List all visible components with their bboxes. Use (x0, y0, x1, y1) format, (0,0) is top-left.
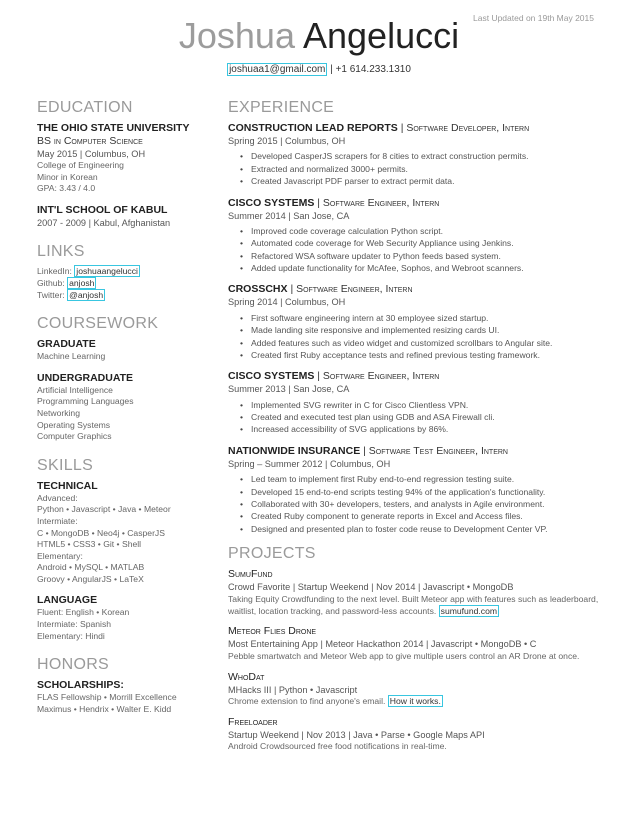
school-kabul (37, 204, 217, 229)
projects-heading: PROJECTS (228, 545, 316, 563)
job-bullet: • Created first Ruby acceptance tests and refined previous testing framework. (228, 349, 604, 361)
language-line: Elementary: Hindi (37, 630, 105, 641)
course-item: Networking (37, 407, 80, 418)
job-bullets (228, 473, 604, 535)
scholarship-line: Maximus • Hendrix • Walter E. Kidd (37, 703, 172, 714)
graduate-heading: GRADUATE (37, 338, 96, 351)
job-bullet: • Added update functionality for McAfee, Sophos, and Webroot scanners. (228, 262, 604, 274)
technical-heading: TECHNICAL (37, 479, 98, 492)
project-meta: Startup Weekend | Nov 2013 | Java • Parse • Google Maps API (228, 729, 485, 740)
honors-heading: HONORS (37, 656, 110, 674)
job-bullet: • Increased accessibility of SVG applications by 86%. (228, 423, 604, 435)
skill-line: Android • MySQL • MATLAB (37, 562, 145, 573)
link-github (37, 278, 217, 290)
job-title-line (228, 122, 604, 135)
company-name: CROSSCHX (228, 283, 288, 296)
job-role: | Software Developer, Intern (400, 122, 530, 134)
job-title-line (228, 370, 604, 383)
job-bullet: • Developed CasperJS scrapers for 8 cities to extract construction permits. (228, 150, 604, 162)
course-item: Programming Languages (37, 396, 134, 407)
skill-line: Groovy • AngularJS • LaTeX (37, 573, 144, 584)
contact-separator: | (330, 64, 333, 75)
job-role: | Software Engineer, Intern (317, 370, 440, 383)
job-meta: Spring – Summer 2012 | Columbus, OH (228, 458, 391, 469)
job-role: | Software Test Engineer, Intern (363, 444, 508, 457)
course-item: Machine Learning (37, 351, 106, 362)
last-updated: Last Updated on 19th May 2015 (473, 13, 594, 23)
job-bullet: • Extracted and normalized 3000+ permits. (228, 163, 604, 175)
skill-line: C • MongoDB • Neo4j • CasperJS (37, 527, 165, 538)
job-bullet: • Designed and presented plan to foster code reuse to Development Center VP. (228, 523, 604, 535)
job-role: | Software Engineer, Intern (290, 283, 413, 296)
project-name: Freeloader (228, 715, 278, 728)
job-bullet: • Created Ruby component to generate reports in Excel and Access files. (228, 510, 604, 522)
job-entry (228, 445, 604, 535)
email-link[interactable]: joshuaa1@gmail.com (229, 64, 326, 75)
project-entry (228, 671, 604, 708)
job-entry (228, 283, 604, 361)
education-heading: EDUCATION (37, 99, 133, 116)
project-entry (228, 568, 604, 617)
school-minor: Minor in Korean (37, 171, 98, 182)
job-bullet: • First software engineering intern at 30 employee sized startup. (228, 312, 604, 324)
project-desc-text: Chrome extension to find anyone's email. (228, 696, 386, 707)
project-name: Meteor Flies Drone (228, 625, 317, 638)
school-date: 2007 - 2009 | Kabul, Afghanistan (37, 218, 171, 229)
job-bullets (228, 312, 604, 362)
project-desc: Pebble smartwatch and Meteor Web app to give multiple users control an AR Drone at once. (228, 650, 580, 661)
experience-heading: EXPERIENCE (228, 99, 335, 116)
last-name: Angelucci (303, 15, 460, 56)
school-gpa: GPA: 3.43 / 4.0 (37, 183, 96, 194)
project-meta: MHacks III | Python • Javascript (228, 684, 358, 695)
job-entry (228, 370, 604, 436)
job-bullet: • Refactored WSA software updater to Python feeds based system. (228, 250, 604, 262)
job-entry (228, 122, 604, 188)
job-bullet: • Made landing site responsive and implemented resizing cards UI. (228, 324, 604, 336)
undergrad-heading: UNDERGRADUATE (37, 371, 134, 384)
skill-line: Elementary: (37, 550, 83, 561)
project-desc: Android Crowdsourced free food notifications in real-time. (228, 741, 447, 752)
language-line: Intermiate: Spanish (37, 619, 112, 630)
job-bullets (228, 399, 604, 436)
job-bullet: • Automated code coverage for Web Security Appliance using Jenkins. (228, 237, 604, 249)
job-bullet: • Improved code coverage calculation Python script. (228, 225, 604, 237)
project-link[interactable]: How it works. (389, 696, 441, 707)
job-bullet: • Led team to implement first Ruby end-to-end regression testing suite. (228, 473, 604, 485)
links-heading: LINKS (37, 243, 85, 261)
skill-line: HTML5 • CSS3 • Git • Shell (37, 539, 142, 550)
language-line: Fluent: English • Korean (37, 607, 130, 618)
degree: BS in Computer Science (37, 135, 143, 147)
company-name: NATIONWIDE INSURANCE (228, 444, 361, 457)
project-meta: Crowd Favorite | Startup Weekend | Nov 2014 | Javascript • MongoDB (228, 582, 514, 593)
job-meta: Spring 2014 | Columbus, OH (228, 297, 346, 308)
project-name: WhoDat (228, 670, 265, 683)
first-name: Joshua (178, 15, 295, 56)
project-desc-text: Taking Equity Crowdfunding to the next level. Built Meteor app with features such as leaderboard, waitlist, location tracking, and password-less accounts. (228, 593, 599, 616)
job-bullet: • Created and executed test plan using GDB and ASA Firewall cli. (228, 411, 604, 423)
course-item: Artificial Intelligence (37, 384, 113, 395)
phone-number: +1 614.233.1310 (335, 64, 411, 75)
job-title-line (228, 445, 604, 458)
job-role: | Software Engineer, Intern (317, 196, 440, 209)
twitter-link[interactable]: @anjosh (69, 289, 104, 300)
resume-name (0, 14, 638, 58)
github-link[interactable]: anjosh (69, 277, 95, 288)
job-title-line (228, 197, 604, 210)
skill-line: Intermiate: (37, 515, 78, 526)
job-title-line (228, 283, 604, 296)
project-link[interactable]: sumufund.com (440, 605, 498, 616)
project-meta: Most Entertaining App | Meteor Hackathon 2014 | Javascript • MongoDB • C (228, 639, 537, 650)
link-label: Twitter: (37, 289, 65, 300)
school-name: THE OHIO STATE UNIVERSITY (37, 122, 190, 134)
project-name: SumuFund (228, 568, 273, 581)
link-label: Github: (37, 277, 65, 288)
job-entry (228, 197, 604, 275)
language-heading: LANGUAGE (37, 594, 98, 607)
project-entry (228, 625, 604, 662)
course-item: Operating Systems (37, 419, 111, 430)
project-desc (228, 594, 604, 618)
linkedin-link[interactable]: joshuaangelucci (76, 266, 138, 277)
scholarships-heading: SCHOLARSHIPS: (37, 679, 124, 692)
company-name: CISCO SYSTEMS (228, 370, 315, 383)
left-column (37, 98, 217, 715)
company-name: CISCO SYSTEMS (228, 196, 315, 209)
project-desc (228, 696, 604, 708)
skill-line: Python • Javascript • Java • Meteor (37, 504, 171, 515)
school-college: College of Engineering (37, 160, 124, 171)
link-twitter (37, 290, 217, 302)
school-date: May 2015 | Columbus, OH (37, 149, 146, 159)
job-bullet: • Added features such as video widget and customized scrollbars to Angular site. (228, 337, 604, 349)
job-bullet: • Collaborated with 30+ developers, testers, and analysts in Agile environment. (228, 498, 604, 510)
skills-heading: SKILLS (37, 456, 94, 474)
job-meta: Summer 2014 | San Jose, CA (228, 210, 350, 221)
job-bullet: • Developed 15 end-to-end scripts testing 94% of the application's functionality. (228, 486, 604, 498)
school-name: INT'L SCHOOL OF KABUL (37, 204, 168, 217)
link-label: LinkedIn: (37, 266, 72, 277)
skill-line: Advanced: (37, 492, 78, 503)
job-bullet: • Implemented SVG rewriter in C for Cisco Clientless VPN. (228, 399, 604, 411)
link-linkedin (37, 266, 217, 278)
contact-line (0, 64, 638, 75)
job-bullet: • Created Javascript PDF parser to extract permit data. (228, 175, 604, 187)
school-osu (37, 122, 217, 195)
job-bullets (228, 225, 604, 275)
job-meta: Spring 2015 | Columbus, OH (228, 136, 346, 146)
coursework-heading: COURSEWORK (37, 315, 159, 333)
scholarship-line: FLAS Fellowship • Morrill Excellence (37, 692, 177, 703)
course-item: Computer Graphics (37, 431, 112, 442)
right-column (228, 98, 604, 761)
job-bullets (228, 150, 604, 187)
company-name: CONSTRUCTION LEAD REPORTS (228, 122, 398, 134)
project-entry (228, 716, 604, 753)
job-meta: Summer 2013 | San Jose, CA (228, 384, 350, 395)
